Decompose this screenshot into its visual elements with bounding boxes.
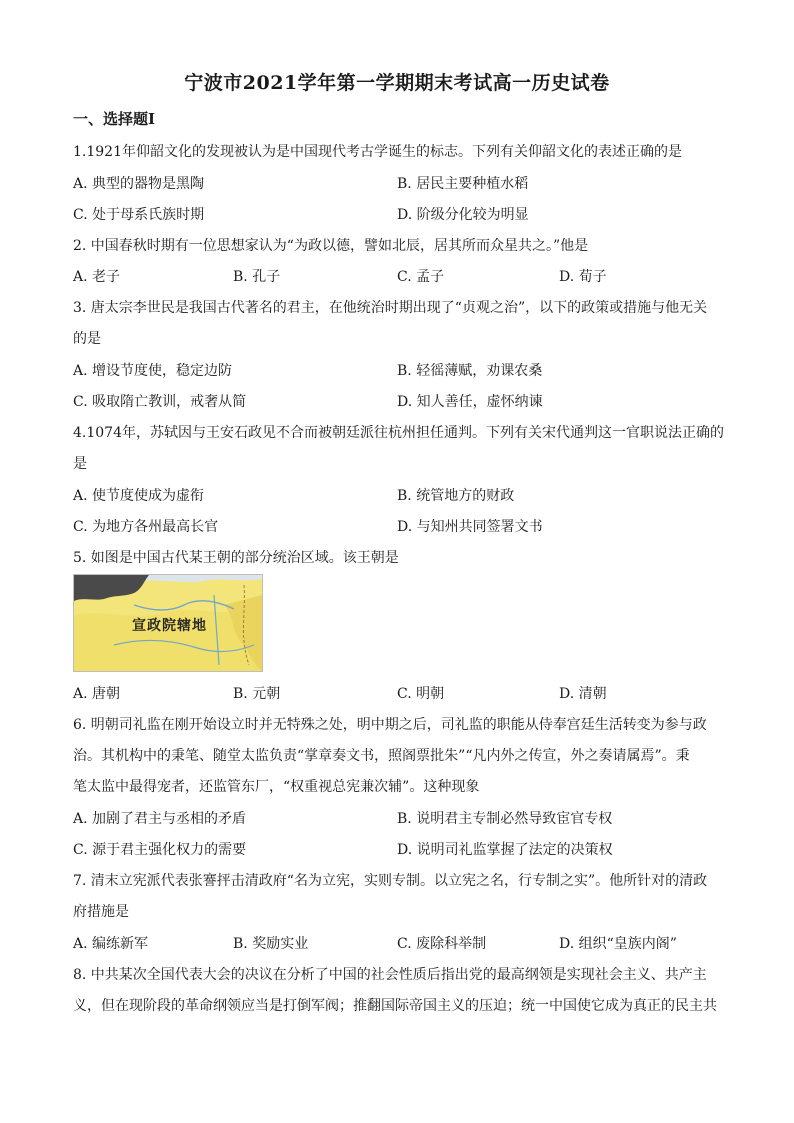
q5-option-a: A. 唐朝	[73, 686, 121, 702]
q1-option-a: A. 典型的器物是黑陶	[73, 176, 205, 192]
question-1-stem: 1.1921年仰韶文化的发现被认为是中国现代考古学诞生的标志。下列有关仰韶文化的表述正确的是	[73, 144, 682, 160]
exam-title: 宁波市2021学年第一学期期末考试高一历史试卷	[184, 72, 610, 94]
question-6-stem-line-2: 治。其机构中的秉笔、随堂太监负责“掌章奏文书，照阁票批朱”“凡内外之传宣，外之奏请属焉”。秉	[73, 748, 690, 764]
historical-map-figure	[73, 574, 263, 672]
q3-option-c: C. 吸取隋亡教训，戒奢从简	[73, 394, 247, 410]
q4-option-b: B. 统管地方的财政	[397, 488, 515, 504]
section-heading: 一、选择题Ⅰ	[73, 110, 156, 128]
q3-option-d: D. 知人善任，虚怀纳谏	[397, 394, 543, 410]
q5-option-d: D. 清朝	[559, 686, 607, 702]
q7-option-a: A. 编练新军	[73, 936, 149, 952]
q2-option-c: C. 孟子	[397, 269, 445, 285]
q7-option-d: D. 组织“皇族内阁”	[559, 936, 677, 952]
question-8-stem-line-2: 义，但在现阶段的革命纲领应当是打倒军阀；推翻国际帝国主义的压迫；统一中国使它成为真正的民主共	[73, 998, 717, 1014]
question-4-stem-line-2: 是	[73, 456, 87, 472]
q3-option-a: A. 增设节度使，稳定边防	[73, 363, 233, 379]
q6-option-c: C. 源于君主强化权力的需要	[73, 842, 247, 858]
q6-option-a: A. 加剧了君主与丞相的矛盾	[73, 811, 247, 827]
q1-option-b: B. 居民主要种植水稻	[397, 176, 529, 192]
question-6-stem-line-3: 笔太监中最得宠者，还监管东厂，“权重视总宪兼次辅”。这种现象	[73, 779, 480, 795]
q5-option-b: B. 元朝	[233, 686, 281, 702]
q2-option-a: A. 老子	[73, 269, 121, 285]
q2-option-d: D. 荀子	[559, 269, 607, 285]
question-5-stem: 5. 如图是中国古代某王朝的部分统治区域。该王朝是	[73, 550, 399, 566]
q4-option-c: C. 为地方各州最高长官	[73, 519, 219, 535]
question-3-stem-line-2: 的是	[73, 331, 101, 347]
q7-option-c: C. 废除科举制	[397, 936, 487, 952]
question-3-stem-line-1: 3. 唐太宗李世民是我国古代著名的君主，在他统治时期出现了“贞观之治”，以下的政策或措施与他无关	[73, 300, 708, 316]
q3-option-b: B. 轻徭薄赋，劝课农桑	[397, 363, 543, 379]
q6-option-b: B. 说明君主专制必然导致宦官专权	[397, 811, 613, 827]
question-2-stem: 2. 中国春秋时期有一位思想家认为“为政以德，譬如北辰，居其所而众星共之。”他是	[73, 238, 589, 254]
q5-option-c: C. 明朝	[397, 686, 445, 702]
q2-option-b: B. 孔子	[233, 269, 281, 285]
q4-option-a: A. 使节度使成为虚衔	[73, 488, 205, 504]
question-7-stem-line-1: 7. 清末立宪派代表张謇抨击清政府“名为立宪，实则专制。以立宪之名，行专制之实”。他所针对的清政	[73, 873, 708, 889]
q1-option-c: C. 处于母系氏族时期	[73, 207, 205, 223]
question-8-stem-line-1: 8. 中共某次全国代表大会的决议在分析了中国的社会性质后指出党的最高纲领是实现社会主义、共产主	[73, 967, 707, 983]
q1-option-d: D. 阶级分化较为明显	[397, 207, 529, 223]
q4-option-d: D. 与知州共同签署文书	[397, 519, 543, 535]
question-4-stem-line-1: 4.1074年，苏轼因与王安石政见不合而被朝廷派往杭州担任通判。下列有关宋代通判这一官职说法正确的	[73, 425, 724, 441]
q7-option-b: B. 奖励实业	[233, 936, 309, 952]
question-7-stem-line-2: 府措施是	[73, 904, 129, 920]
question-6-stem-line-1: 6. 明朝司礼监在刚开始设立时并无特殊之处，明中期之后，司礼监的职能从侍奉宫廷生活转变为参与政	[73, 717, 707, 733]
q6-option-d: D. 说明司礼监掌握了法定的决策权	[397, 842, 613, 858]
map-region-label: 宣政院辖地	[132, 618, 207, 634]
